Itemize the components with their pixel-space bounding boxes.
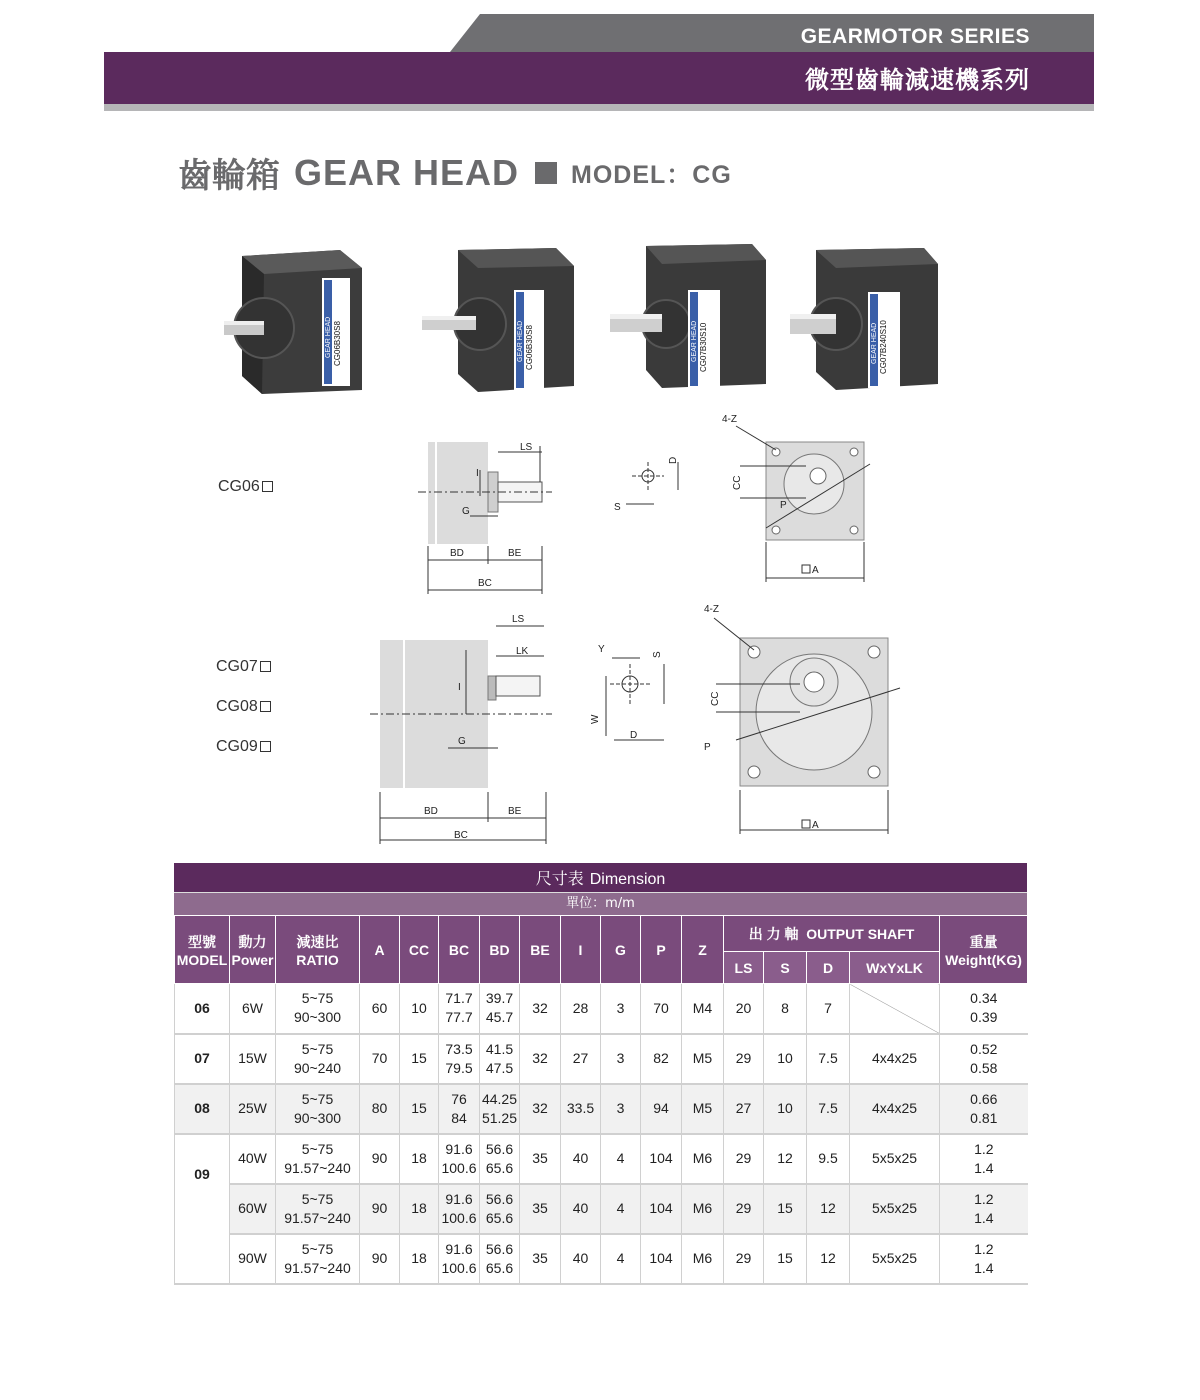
cell-p: 70	[641, 984, 682, 1034]
cell-p: 104	[641, 1184, 682, 1234]
cell-i: 33.5	[561, 1084, 601, 1134]
series-title-en: GEARMOTOR SERIES	[800, 25, 1030, 48]
svg-text:CC: CC	[732, 475, 743, 490]
svg-text:D: D	[668, 456, 679, 464]
cg09-label: CG09	[216, 738, 271, 756]
th-power: 動力 Power	[230, 916, 276, 984]
cell-s: 15	[764, 1234, 807, 1284]
cell-ratio: 5~75 90~300	[276, 984, 360, 1034]
table-row	[175, 1034, 1028, 1084]
cell-bc: 76 84	[439, 1084, 480, 1134]
cell-ratio: 5~75 91.57~240	[276, 1184, 360, 1234]
th-bc: BC	[439, 916, 480, 984]
cell-i: 28	[561, 984, 601, 1034]
cell-wyl: 4x4x25	[850, 1084, 940, 1134]
product-photo-4	[788, 244, 948, 394]
th-s: S	[764, 952, 807, 984]
table-row	[175, 984, 1028, 1034]
header-underline	[104, 104, 1094, 111]
table-title-cn: 尺寸表	[535, 871, 584, 888]
svg-text:BD: BD	[450, 548, 464, 559]
svg-text:BE: BE	[508, 548, 522, 559]
cell-z: M6	[682, 1234, 724, 1284]
th-p: P	[641, 916, 682, 984]
svg-text:CC: CC	[710, 691, 721, 706]
cell-model: 07	[175, 1034, 230, 1084]
title-cn: 齒輪箱	[178, 156, 280, 196]
cell-a: 90	[360, 1234, 400, 1284]
cell-power: 60W	[230, 1184, 276, 1234]
svg-text:BC: BC	[478, 578, 492, 589]
cell-wyl: 5x5x25	[850, 1134, 940, 1184]
cell-cc: 10	[400, 984, 439, 1034]
cell-bd: 56.6 65.6	[480, 1184, 520, 1234]
svg-text:CG07B240S10: CG07B240S10	[879, 320, 888, 374]
table-title-en: Dimension	[589, 871, 666, 888]
cg08-label: CG08	[216, 698, 271, 716]
cell-ls: 27	[724, 1084, 764, 1134]
cell-i: 27	[561, 1034, 601, 1084]
cell-bd: 44.25 51.25	[480, 1084, 520, 1134]
cell-d: 7.5	[807, 1034, 850, 1084]
cell-g: 4	[601, 1234, 641, 1284]
table-row	[175, 1234, 1028, 1284]
cell-s: 15	[764, 1184, 807, 1234]
cell-a: 90	[360, 1134, 400, 1184]
cell-i: 40	[561, 1234, 601, 1284]
dimension-table	[174, 863, 1027, 1285]
cell-be: 32	[520, 984, 561, 1034]
th-z: Z	[682, 916, 724, 984]
cell-d: 7	[807, 984, 850, 1034]
cell-ls: 20	[724, 984, 764, 1034]
svg-text:A: A	[812, 820, 819, 831]
cell-z: M6	[682, 1184, 724, 1234]
cell-ls: 29	[724, 1184, 764, 1234]
cell-model: 08	[175, 1084, 230, 1134]
cell-weight: 0.66 0.81	[940, 1084, 1028, 1134]
svg-text:GEAR HEAD: GEAR HEAD	[325, 316, 332, 358]
svg-text:BD: BD	[424, 806, 438, 817]
cell-d: 12	[807, 1184, 850, 1234]
cell-power: 6W	[230, 984, 276, 1034]
svg-text:S: S	[652, 651, 663, 658]
cell-wyl	[850, 984, 940, 1034]
cell-wyl: 5x5x25	[850, 1234, 940, 1284]
cell-s: 10	[764, 1034, 807, 1084]
cell-power: 25W	[230, 1084, 276, 1134]
svg-text:4-Z: 4-Z	[722, 414, 737, 425]
cell-a: 70	[360, 1034, 400, 1084]
svg-text:GEAR HEAD: GEAR HEAD	[691, 320, 698, 362]
th-ls: LS	[724, 952, 764, 984]
cell-p: 104	[641, 1234, 682, 1284]
title-model: MODEL：CG	[571, 160, 732, 189]
cell-cc: 18	[400, 1184, 439, 1234]
cell-wyl: 4x4x25	[850, 1034, 940, 1084]
table-row	[175, 1084, 1028, 1134]
th-wyl: WxYxLK	[850, 952, 940, 984]
cell-a: 60	[360, 984, 400, 1034]
cell-d: 7.5	[807, 1084, 850, 1134]
svg-text:D: D	[630, 730, 638, 741]
product-photo-3	[606, 242, 766, 392]
th-weight: 重量 Weight(KG)	[940, 916, 1028, 984]
cell-g: 3	[601, 984, 641, 1034]
cell-bc: 91.6 100.6	[439, 1234, 480, 1284]
cell-be: 35	[520, 1134, 561, 1184]
cell-g: 4	[601, 1184, 641, 1234]
svg-text:BC: BC	[454, 830, 468, 841]
cell-p: 104	[641, 1134, 682, 1184]
dimension-data-table	[174, 915, 1028, 1285]
cg07-front-view	[704, 604, 900, 834]
cell-bd: 56.6 65.6	[480, 1234, 520, 1284]
svg-text:I: I	[476, 468, 479, 479]
cell-ls: 29	[724, 1034, 764, 1084]
cell-bc: 91.6 100.6	[439, 1184, 480, 1234]
cell-ratio: 5~75 90~240	[276, 1034, 360, 1084]
dimension-drawings	[0, 400, 1200, 860]
cell-cc: 15	[400, 1084, 439, 1134]
product-photo-2	[418, 246, 578, 396]
cell-be: 32	[520, 1084, 561, 1134]
svg-text:P: P	[704, 742, 711, 753]
cell-z: M5	[682, 1084, 724, 1134]
cg07-side-view	[370, 614, 552, 844]
title-en: GEAR HEAD	[294, 151, 520, 193]
th-output-shaft: 出 力 軸 OUTPUT SHAFT	[724, 916, 940, 952]
th-a: A	[360, 916, 400, 984]
table-row	[175, 1134, 1028, 1184]
cell-z: M5	[682, 1034, 724, 1084]
cell-cc: 15	[400, 1034, 439, 1084]
svg-text:G: G	[458, 736, 466, 747]
svg-text:A: A	[812, 565, 819, 576]
cell-bc: 73.5 79.5	[439, 1034, 480, 1084]
svg-text:S: S	[614, 502, 621, 513]
th-i: I	[561, 916, 601, 984]
cg06-shaft-section	[614, 457, 679, 513]
cell-model: 09	[175, 1134, 230, 1284]
cell-g: 3	[601, 1084, 641, 1134]
cg06-label: CG06	[218, 478, 273, 496]
cg07-label: CG07	[216, 658, 271, 676]
cell-p: 94	[641, 1084, 682, 1134]
svg-text:CG07B30S10: CG07B30S10	[699, 322, 708, 372]
svg-text:CG06B30S8: CG06B30S8	[333, 321, 342, 366]
cg06-side-view	[418, 442, 552, 594]
cell-weight: 1.2 1.4	[940, 1234, 1028, 1284]
cell-s: 8	[764, 984, 807, 1034]
svg-text:W: W	[590, 714, 601, 724]
cell-bc: 71.7 77.7	[439, 984, 480, 1034]
cell-weight: 0.52 0.58	[940, 1034, 1028, 1084]
th-model: 型號 MODEL	[175, 916, 230, 984]
cell-ratio: 5~75 91.57~240	[276, 1134, 360, 1184]
cell-i: 40	[561, 1184, 601, 1234]
cell-d: 12	[807, 1234, 850, 1284]
cell-weight: 1.2 1.4	[940, 1134, 1028, 1184]
svg-text:GEAR HEAD: GEAR HEAD	[517, 320, 524, 362]
th-d: D	[807, 952, 850, 984]
svg-text:4-Z: 4-Z	[704, 604, 719, 615]
svg-text:LS: LS	[512, 614, 525, 625]
cell-power: 40W	[230, 1134, 276, 1184]
cell-ls: 29	[724, 1134, 764, 1184]
product-photo-1	[222, 248, 382, 398]
cell-bd: 56.6 65.6	[480, 1134, 520, 1184]
th-be: BE	[520, 916, 561, 984]
cell-a: 90	[360, 1184, 400, 1234]
th-bd: BD	[480, 916, 520, 984]
cell-cc: 18	[400, 1234, 439, 1284]
cell-g: 4	[601, 1134, 641, 1184]
table-unit: 單位：m/m	[174, 893, 1027, 915]
cell-ratio: 5~75 91.57~240	[276, 1234, 360, 1284]
title-square-icon	[535, 162, 557, 184]
svg-text:GEAR HEAD: GEAR HEAD	[871, 322, 878, 364]
cell-weight: 1.2 1.4	[940, 1184, 1028, 1234]
cell-weight: 0.34 0.39	[940, 984, 1028, 1034]
cell-d: 9.5	[807, 1134, 850, 1184]
cell-be: 35	[520, 1234, 561, 1284]
cell-bd: 39.7 45.7	[480, 984, 520, 1034]
cell-power: 15W	[230, 1034, 276, 1084]
cell-z: M4	[682, 984, 724, 1034]
svg-text:LS: LS	[520, 442, 533, 453]
series-title-cn: 微型齒輪減速機系列	[805, 66, 1030, 94]
cg07-shaft-section	[590, 644, 664, 741]
svg-text:BE: BE	[508, 806, 522, 817]
svg-text:I: I	[458, 682, 461, 693]
th-cc: CC	[400, 916, 439, 984]
cell-model: 06	[175, 984, 230, 1034]
th-ratio: 減速比 RATIO	[276, 916, 360, 984]
cell-bc: 91.6 100.6	[439, 1134, 480, 1184]
cell-cc: 18	[400, 1134, 439, 1184]
cell-wyl: 5x5x25	[850, 1184, 940, 1234]
cell-a: 80	[360, 1084, 400, 1134]
cell-power: 90W	[230, 1234, 276, 1284]
cell-bd: 41.5 47.5	[480, 1034, 520, 1084]
cell-i: 40	[561, 1134, 601, 1184]
cg06-front-view	[722, 414, 870, 582]
cell-z: M6	[682, 1134, 724, 1184]
cell-g: 3	[601, 1034, 641, 1084]
table-row	[175, 1184, 1028, 1234]
svg-text:LK: LK	[516, 646, 529, 657]
svg-text:P: P	[780, 500, 787, 511]
svg-text:Y: Y	[598, 644, 605, 655]
cell-be: 32	[520, 1034, 561, 1084]
svg-text:CG06B30S8: CG06B30S8	[525, 325, 534, 370]
cell-ls: 29	[724, 1234, 764, 1284]
page-title	[178, 148, 732, 197]
cell-p: 82	[641, 1034, 682, 1084]
table-title	[174, 863, 1027, 893]
cell-s: 12	[764, 1134, 807, 1184]
cell-ratio: 5~75 90~300	[276, 1084, 360, 1134]
th-g: G	[601, 916, 641, 984]
cell-be: 35	[520, 1184, 561, 1234]
svg-text:G: G	[462, 506, 470, 517]
cell-s: 10	[764, 1084, 807, 1134]
